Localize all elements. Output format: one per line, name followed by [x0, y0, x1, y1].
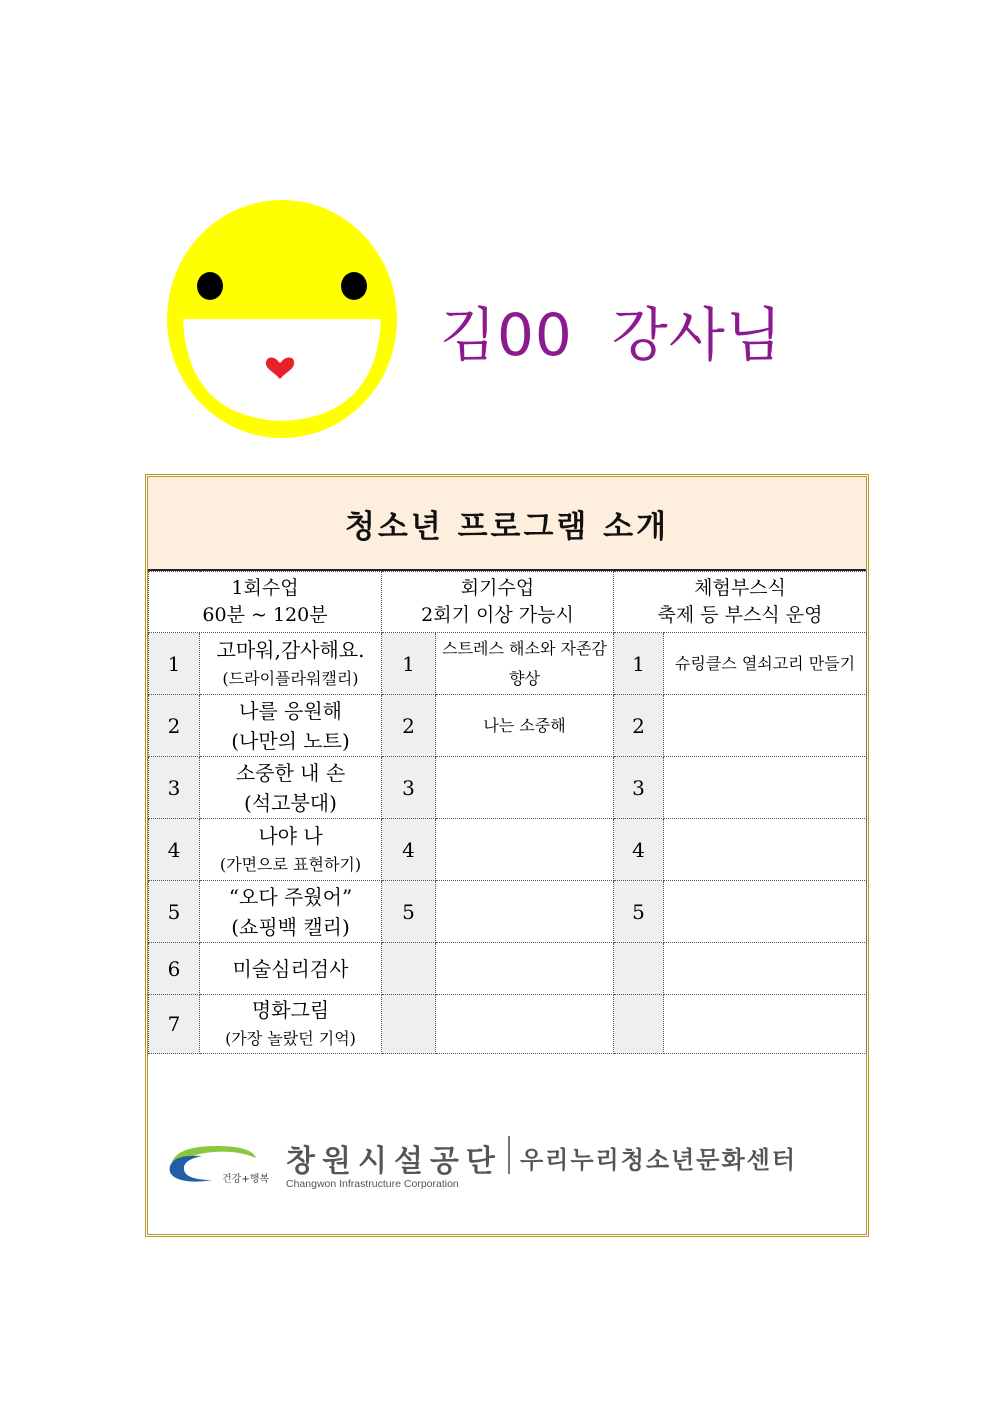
logo-mark-text: 건강+행복 [222, 1174, 270, 1185]
program-title: 나야 나 (가면으로 표현하기) [200, 819, 382, 881]
booth-program [664, 757, 867, 819]
row-number: 2 [149, 695, 200, 757]
session-program [436, 881, 614, 943]
program-card [145, 474, 869, 1237]
row-number [382, 995, 436, 1054]
row-number: 3 [382, 757, 436, 819]
program-title: 고마워,감사해요. (드라이플라워캘리) [200, 633, 382, 695]
table-row [149, 757, 867, 819]
booth-program [664, 695, 867, 757]
row-number: 3 [614, 757, 664, 819]
table-row [149, 995, 867, 1054]
session-program: 스트레스 해소와 자존감 향상 [436, 633, 614, 695]
session-program [436, 757, 614, 819]
smiley-face-icon [165, 199, 399, 439]
row-number: 2 [614, 695, 664, 757]
program-title: 미술심리검사 [200, 943, 382, 995]
program-title: 소중한 내 손 (석고붕대) [200, 757, 382, 819]
column-header-booth: 체험부스식 축제 등 부스식 운영 [614, 572, 867, 633]
logo-divider [508, 1136, 510, 1174]
booth-program: 슈링클스 열쇠고리 만들기 [664, 633, 867, 695]
program-title: “오다 주웠어” (쇼핑백 캘리) [200, 881, 382, 943]
booth-program [664, 881, 867, 943]
row-number: 1 [382, 633, 436, 695]
session-program [436, 943, 614, 995]
table-row [149, 943, 867, 995]
row-number: 6 [149, 943, 200, 995]
organization-logo [168, 1132, 848, 1202]
session-program [436, 819, 614, 881]
booth-program [664, 819, 867, 881]
instructor-name: 김00 강사님 [440, 301, 783, 369]
row-number [614, 995, 664, 1054]
session-program [436, 995, 614, 1054]
row-number [614, 943, 664, 995]
table-header-row [149, 572, 867, 633]
column-header-single-session: 1회수업 60분 ~ 120분 [149, 572, 382, 633]
changwon-logo-mark-icon [168, 1140, 270, 1200]
program-title: 명화그림 (가장 놀랐던 기억) [200, 995, 382, 1054]
row-number: 7 [149, 995, 200, 1054]
card-title: 청소년 프로그램 소개 [344, 508, 670, 545]
table-row [149, 695, 867, 757]
booth-program [664, 995, 867, 1054]
row-number: 4 [382, 819, 436, 881]
row-number: 5 [382, 881, 436, 943]
program-table [148, 571, 867, 1054]
row-number [382, 943, 436, 995]
row-number: 2 [382, 695, 436, 757]
row-number: 4 [614, 819, 664, 881]
row-number: 4 [149, 819, 200, 881]
column-header-multi-session: 회기수업 2회기 이상 가능시 [382, 572, 614, 633]
row-number: 5 [149, 881, 200, 943]
session-program: 나는 소중해 [436, 695, 614, 757]
row-number: 1 [149, 633, 200, 695]
booth-program [664, 943, 867, 995]
program-title: 나를 응원해 (나만의 노트) [200, 695, 382, 757]
table-row [149, 819, 867, 881]
center-name: 우리누리청소년문화센터 [520, 1146, 798, 1174]
row-number: 1 [614, 633, 664, 695]
table-row [149, 633, 867, 695]
row-number: 3 [149, 757, 200, 819]
table-row [149, 881, 867, 943]
card-header [148, 477, 866, 571]
row-number: 5 [614, 881, 664, 943]
organization-name-english: Changwon Infrastructure Corporation [286, 1178, 459, 1190]
organization-name: 창원시설공단 [286, 1144, 502, 1179]
